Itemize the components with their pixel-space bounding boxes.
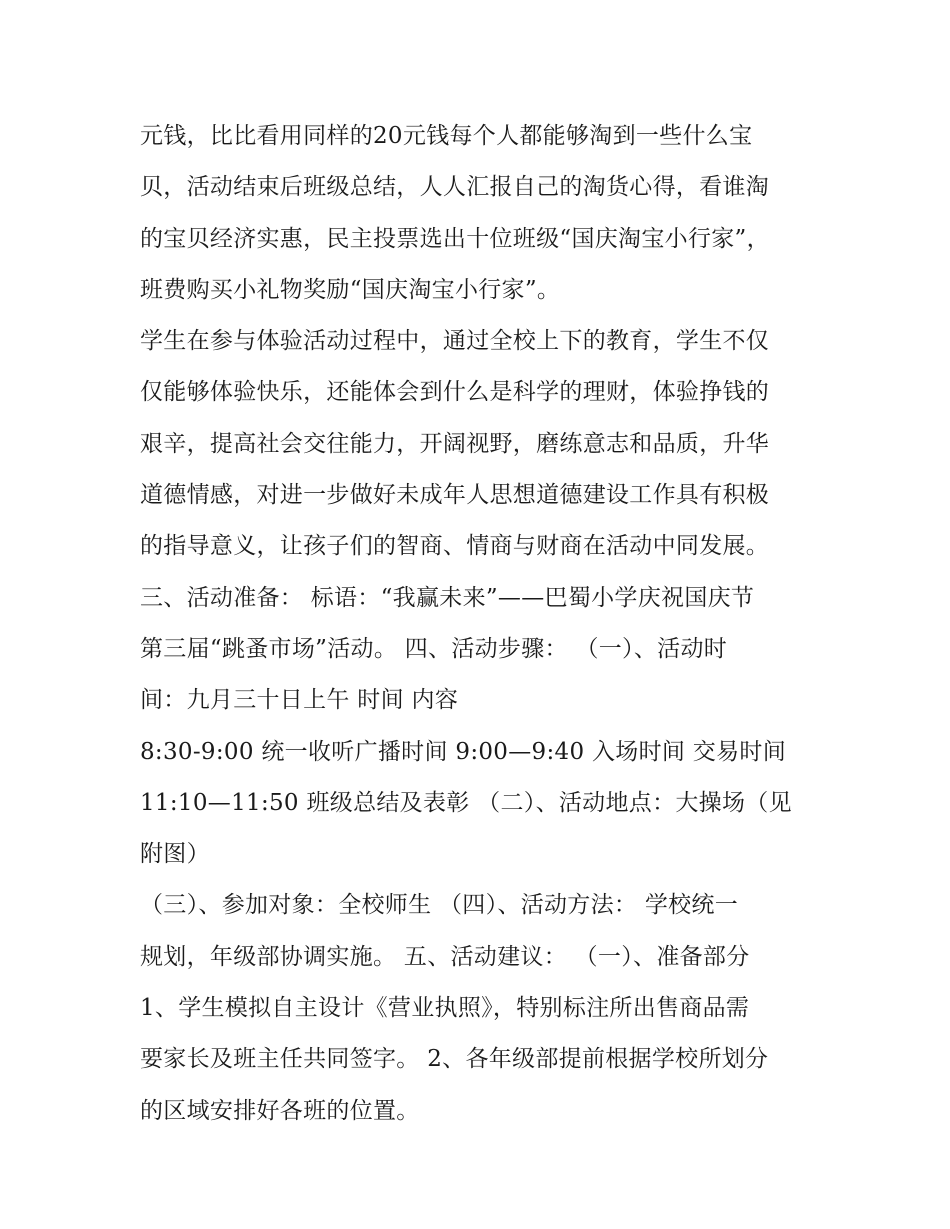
text-line: 贝，活动结束后班级总结，人人汇报自己的淘货心得，看谁淘 — [140, 174, 770, 201]
text-line: 要家长及班主任共同签字。 2、各年级部提前根据学校所划分 — [140, 1046, 769, 1073]
text-line: 第三届“跳蚤市场”活动。 四、活动步骤： （一）、活动时 — [140, 635, 728, 662]
text-line: 8:30-9:00 统一收听广播时间 9:00—9:40 入场时间 交易时间 — [140, 738, 787, 765]
text-line: 元钱，比比看用同样的20元钱每个人都能够淘到一些什么宝 — [140, 123, 753, 149]
text-line: 学生在参与体验活动过程中，通过全校上下的教育，学生不仅 — [140, 328, 770, 355]
text-line: 的指导意义，让孩子们的智商、情商与财商在活动中同发展。 — [140, 533, 770, 560]
text-line: 的宝贝经济实惠，民主投票选出十位班级“国庆淘宝小行家”， — [140, 225, 770, 252]
text-line: 11:10—11:50 班级总结及表彰 （二）、活动地点：大操场（见 — [140, 789, 792, 816]
document-body — [140, 111, 820, 1137]
text-line: 道德情感，对进一步做好未成年人思想道德建设工作具有积极 — [140, 482, 770, 509]
text-line: （三）、参加对象：全校师生 （四）、活动方法： 学校统一 — [140, 892, 739, 919]
text-line: 间：九月三十日上午 时间 内容 — [140, 687, 459, 714]
text-line: 附图） — [140, 841, 210, 868]
text-line: 1、学生模拟自主设计《营业执照》，特别标注所出售商品需 — [140, 995, 750, 1022]
text-line: 的区域安排好各班的位置。 — [140, 1097, 420, 1124]
text-line: 班费购买小礼物奖励“国庆淘宝小行家”。 — [140, 276, 561, 303]
text-line: 艰辛，提高社会交往能力，开阔视野，磨练意志和品质，升华 — [140, 430, 770, 457]
text-line: 仅能够体验快乐，还能体会到什么是科学的理财，体验挣钱的 — [140, 379, 770, 406]
text-line: 三、活动准备： 标语：“我赢未来”——巴蜀小学庆祝国庆节 — [140, 584, 755, 611]
text-line: 规划，年级部协调实施。 五、活动建议： （一）、准备部分 — [140, 943, 750, 970]
